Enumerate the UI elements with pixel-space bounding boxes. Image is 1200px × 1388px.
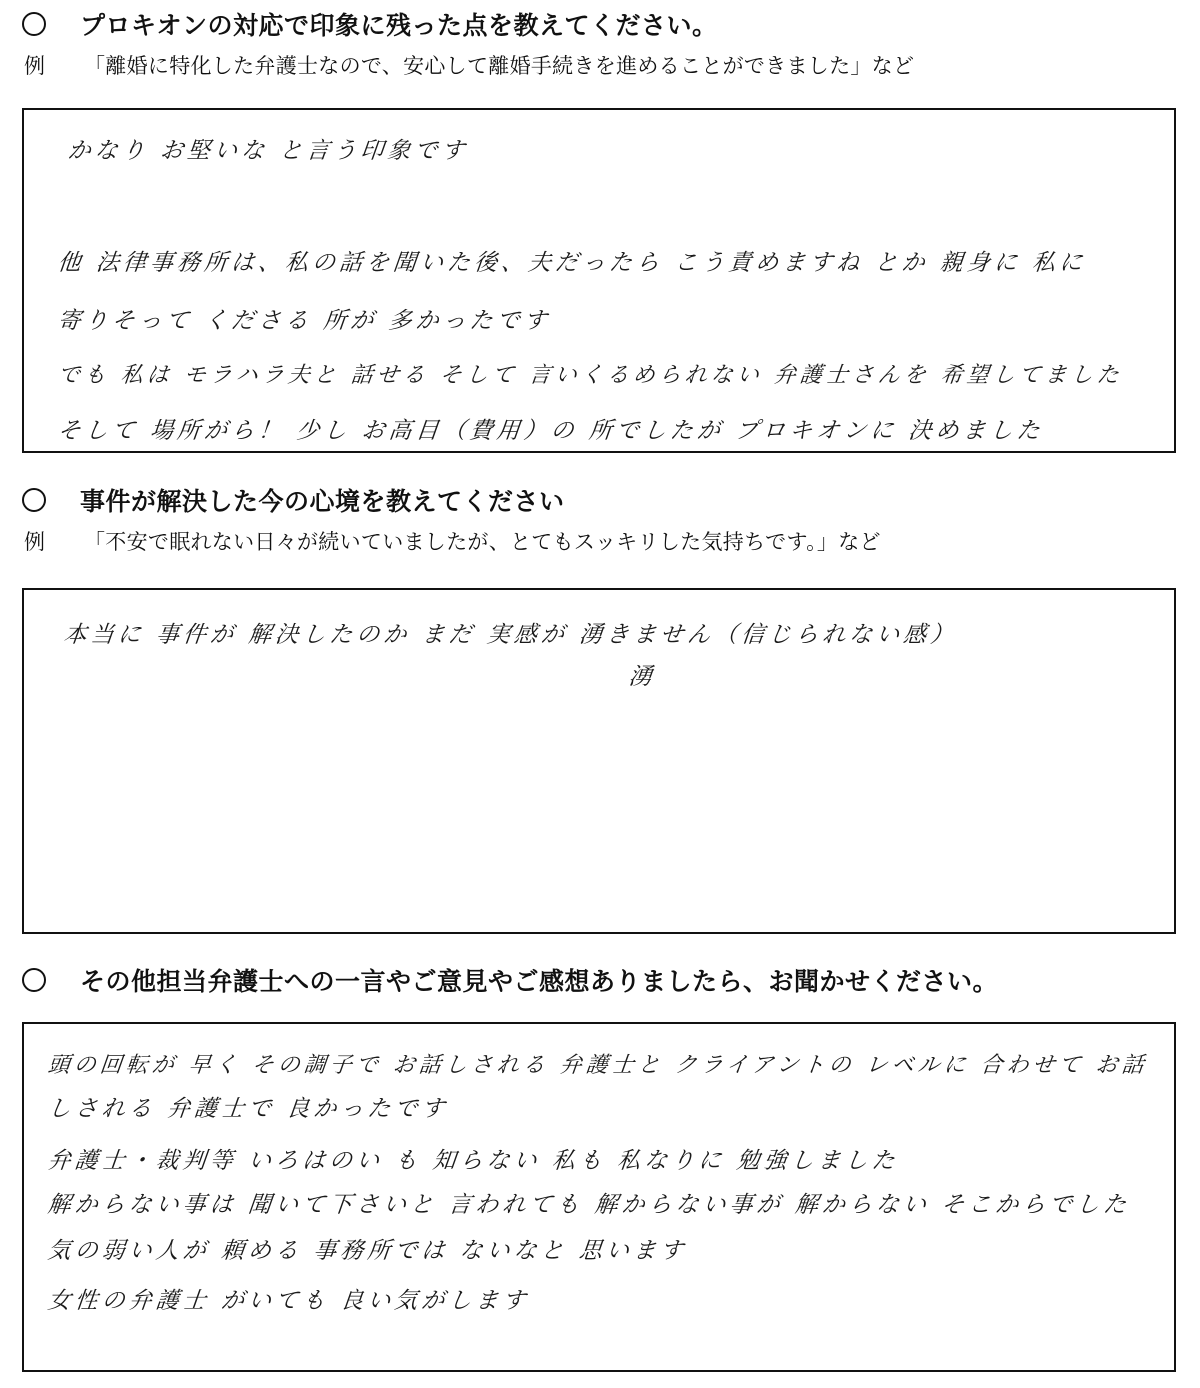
answer-box-3 [22,1022,1176,1372]
question-1-text: プロキオンの対応で印象に残った点を教えてください。 [80,11,718,40]
answer-line: かなり お堅いな と言う印象です [66,138,470,164]
answer-line: でも 私は モラハラ夫と 話せる そして 言いくるめられない 弁護士さんを 希望してました [56,363,1125,388]
question-3-title [22,962,998,998]
question-2-example [24,526,881,556]
question-2-title [22,482,565,518]
circle-bullet-icon [22,488,46,512]
answer-line: 気の弱い人が 頼める 事務所では ないなと 思います [46,1238,689,1264]
example-text: 「不安で眠れない日々が続いていましたが、とてもスッキリした気持ちです。」など [84,530,881,554]
example-label: 例 [24,54,46,78]
question-3-text: その他担当弁護士への一言やご意見やご感想ありましたら、お聞かせください。 [80,967,999,996]
answer-line: 本当に 事件が 解決したのか まだ 実感が 湧きません（信じられない感） [62,622,959,648]
answer-line: 寄りそって くださる 所が 多かったです [56,308,553,334]
answer-box-1 [22,108,1176,453]
answer-line: 頭の回転が 早く その調子で お話しされる 弁護士と クライアントの レベルに 合わせて お話 [46,1053,1149,1078]
circle-bullet-icon [22,12,46,36]
answer-line: そして 場所がら！ 少し お高目（費用）の 所でしたが プロキオンに 決めました [56,418,1045,444]
question-1-title [22,6,718,42]
circle-bullet-icon [22,968,46,992]
question-2-text: 事件が解決した今の心境を教えてください [80,487,565,516]
answer-line: 女性の弁護士 がいても 良い気がします [46,1288,531,1314]
correction-mark: 湧 [627,664,658,690]
answer-line: 解からない事は 聞いて下さいと 言われても 解からない事が 解からない そこからでした [46,1192,1132,1218]
answer-box-2 [22,588,1176,934]
example-text: 「離婚に特化した弁護士なので、安心して離婚手続きを進めることができました」など [84,54,915,78]
answer-line: 弁護士・裁判等 いろはのい も 知らない 私も 私なりに 勉強しました [46,1148,900,1174]
example-label: 例 [24,530,46,554]
question-1-example [24,50,914,80]
answer-line: しされる 弁護士で 良かったです [46,1096,450,1122]
answer-line: 他 法律事務所は、私の話を聞いた後、夫だったら こう責めますね とか 親身に 私に [56,250,1088,276]
